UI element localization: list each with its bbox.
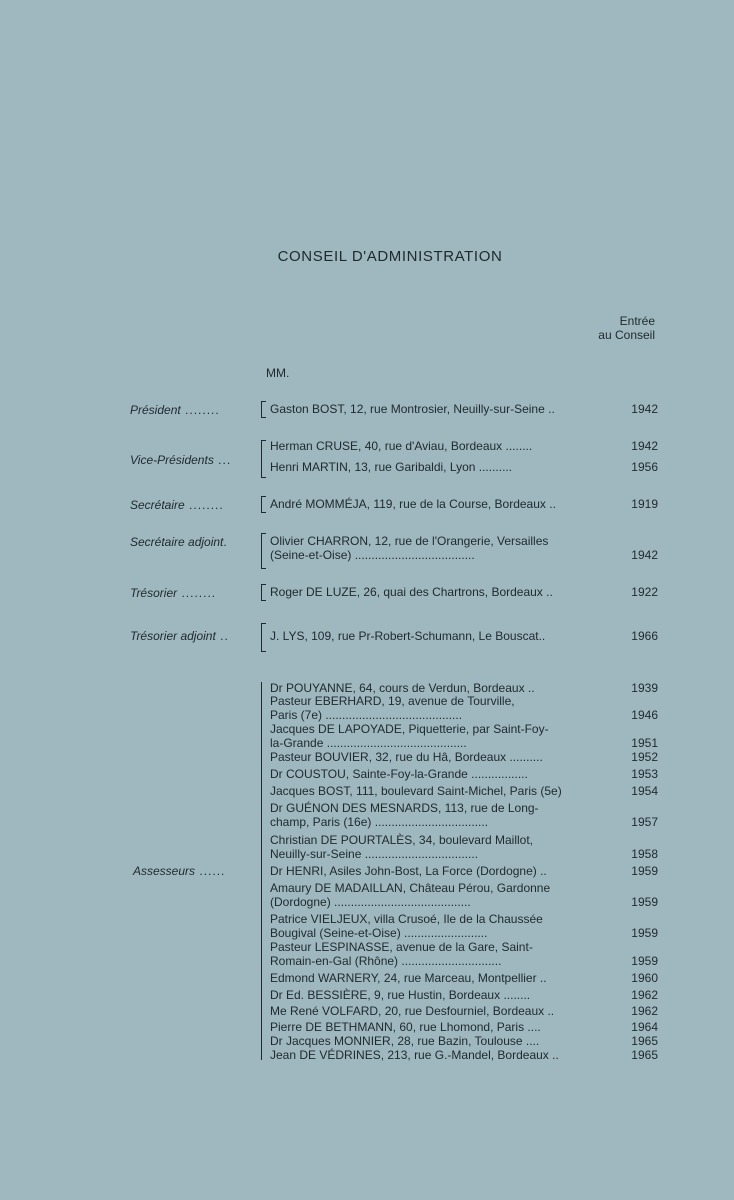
mm-label: MM.	[266, 366, 290, 380]
entry-year: 1962	[631, 1004, 658, 1018]
entry-year: 1956	[631, 460, 658, 474]
role-tresorier: Trésorier ........	[130, 586, 217, 600]
entry-text: Gaston BOST, 12, rue Montrosier, Neuilly-sur-Seine ..	[270, 402, 555, 416]
bracket-president	[261, 401, 266, 418]
entry-year: 1959	[631, 895, 658, 909]
entry-row	[270, 815, 658, 829]
entry-text: Paris (7e) .........................................	[270, 708, 463, 722]
entry-year: 1942	[631, 548, 658, 562]
entry-row	[270, 402, 658, 416]
entree-line2: au Conseil	[598, 328, 655, 342]
entry-year: 1954	[631, 784, 658, 798]
entry-row	[270, 460, 658, 474]
entry-row	[270, 988, 658, 1002]
entry-text: Olivier CHARRON, 12, rue de l'Orangerie, Versailles	[270, 534, 549, 548]
role-secretaire: Secrétaire ........	[130, 498, 224, 512]
entry-text: Pasteur LESPINASSE, avenue de la Gare, Saint-	[270, 940, 533, 954]
entry-text: (Seine-et-Oise) ....................................	[270, 548, 475, 562]
entry-year: 1966	[631, 629, 658, 643]
entry-row	[270, 585, 658, 599]
entry-year: 1953	[631, 767, 658, 781]
role-president: Président ........	[130, 403, 220, 417]
entry-year: 1942	[631, 402, 658, 416]
entry-row	[270, 1020, 658, 1034]
entry-text: Pasteur BOUVIER, 32, rue du Hâ, Bordeaux ..........	[270, 750, 543, 764]
entry-row	[270, 767, 658, 781]
entry-row	[270, 708, 658, 722]
entry-year: 1959	[631, 926, 658, 940]
entry-year: 1958	[631, 847, 658, 861]
entry-text: Herman CRUSE, 40, rue d'Aviau, Bordeaux ........	[270, 439, 533, 453]
entry-row	[270, 784, 658, 798]
entry-row	[270, 694, 658, 708]
entry-year: 1952	[631, 750, 658, 764]
entry-text: la-Grande ..........................................	[270, 736, 467, 750]
entry-row	[270, 439, 658, 453]
entry-text: Dr GUÉNON DES MESNARDS, 113, rue de Long-	[270, 801, 539, 815]
entry-row	[270, 1048, 658, 1062]
entry-row	[270, 534, 658, 548]
entry-row	[270, 881, 658, 895]
entry-row	[270, 722, 658, 736]
entry-text: Amaury DE MADAILLAN, Château Pérou, Gardonne	[270, 881, 551, 895]
role-vice-presidents: Vice-Présidents ...	[130, 453, 232, 467]
entry-row	[270, 681, 658, 695]
entry-row	[270, 1004, 658, 1018]
entry-row	[270, 801, 658, 815]
entry-text: Dr COUSTOU, Sainte-Foy-la-Grande .................	[270, 767, 528, 781]
entry-text: Jacques BOST, 111, boulevard Saint-Michel, Paris (5e)	[270, 784, 562, 798]
entry-row	[270, 940, 658, 954]
entry-row	[270, 833, 658, 847]
entry-text: Jean DE VÉDRINES, 213, rue G.-Mandel, Bordeaux ..	[270, 1048, 559, 1062]
entry-row	[270, 1034, 658, 1048]
entry-text: J. LYS, 109, rue Pr-Robert-Schumann, Le Bouscat..	[270, 629, 546, 643]
entry-text: Me René VOLFARD, 20, rue Desfourniel, Bordeaux ..	[270, 1004, 555, 1018]
entry-year: 1919	[631, 497, 658, 511]
entry-year: 1960	[631, 971, 658, 985]
entry-row	[270, 954, 658, 968]
entry-text: champ, Paris (16e) ..................................	[270, 815, 489, 829]
entry-text: Jacques DE LAPOYADE, Piquetterie, par Saint-Foy-	[270, 722, 549, 736]
entry-text: Dr POUYANNE, 64, cours de Verdun, Bordeaux ..	[270, 681, 535, 695]
entry-row	[270, 736, 658, 750]
entree-header	[598, 314, 655, 342]
bracket-vice-presidents	[261, 440, 266, 478]
entry-text: Christian DE POURTALÈS, 34, boulevard Maillot,	[270, 833, 533, 847]
entry-text: Romain-en-Gal (Rhône) ..............................	[270, 954, 502, 968]
entry-year: 1939	[631, 681, 658, 695]
role-tresorier-adjoint: Trésorier adjoint ..	[130, 629, 229, 643]
entry-row	[270, 629, 658, 643]
entry-text: Henri MARTIN, 13, rue Garibaldi, Lyon ..........	[270, 460, 513, 474]
entry-text: (Dordogne) .........................................	[270, 895, 471, 909]
entry-text: Patrice VIELJEUX, villa Crusoé, Ile de la Chaussée	[270, 912, 543, 926]
bracket-tresorier-adjoint	[261, 623, 266, 652]
entry-year: 1957	[631, 815, 658, 829]
entry-year: 1965	[631, 1034, 658, 1048]
entry-year: 1922	[631, 585, 658, 599]
entry-row	[270, 548, 658, 562]
entry-year: 1962	[631, 988, 658, 1002]
entry-year: 1959	[631, 954, 658, 968]
entry-row	[270, 912, 658, 926]
entry-text: Dr HENRI, Asiles John-Bost, La Force (Dordogne) ..	[270, 864, 547, 878]
entry-text: Dr Jacques MONNIER, 28, rue Bazin, Toulouse ....	[270, 1034, 540, 1048]
entry-text: Bougival (Seine-et-Oise) .........................	[270, 926, 488, 940]
entry-text: Dr Ed. BESSIÈRE, 9, rue Hustin, Bordeaux ........	[270, 988, 531, 1002]
entry-text: Pasteur EBERHARD, 19, avenue de Tourville,	[270, 694, 515, 708]
entry-year: 1965	[631, 1048, 658, 1062]
entry-row	[270, 497, 658, 511]
entry-year: 1946	[631, 708, 658, 722]
page-title: CONSEIL D'ADMINISTRATION	[277, 248, 503, 265]
entry-year: 1942	[631, 439, 658, 453]
entry-text: Roger DE LUZE, 26, quai des Chartrons, Bordeaux ..	[270, 585, 553, 599]
bracket-tresorier	[261, 584, 266, 601]
entree-line1: Entrée	[619, 314, 655, 328]
entry-row	[270, 847, 658, 861]
entry-row	[270, 895, 658, 909]
entry-year: 1964	[631, 1020, 658, 1034]
bracket-assesseurs	[261, 682, 266, 1060]
bracket-secretaire-adjoint	[261, 533, 266, 569]
bracket-secretaire	[261, 496, 266, 513]
role-assesseurs: Assesseurs ......	[133, 864, 226, 878]
entry-text: Neuilly-sur-Seine ..................................	[270, 847, 479, 861]
role-secretaire-adjoint: Secrétaire adjoint.	[130, 535, 228, 549]
entry-year: 1951	[631, 736, 658, 750]
entry-row	[270, 750, 658, 764]
entry-text: Pierre DE BETHMANN, 60, rue Lhomond, Paris ....	[270, 1020, 541, 1034]
entry-row	[270, 864, 658, 878]
entry-text: Edmond WARNERY, 24, rue Marceau, Montpellier ..	[270, 971, 547, 985]
entry-text: André MOMMÉJA, 119, rue de la Course, Bordeaux ..	[270, 497, 556, 511]
entry-row	[270, 926, 658, 940]
entry-year: 1959	[631, 864, 658, 878]
entry-row	[270, 971, 658, 985]
